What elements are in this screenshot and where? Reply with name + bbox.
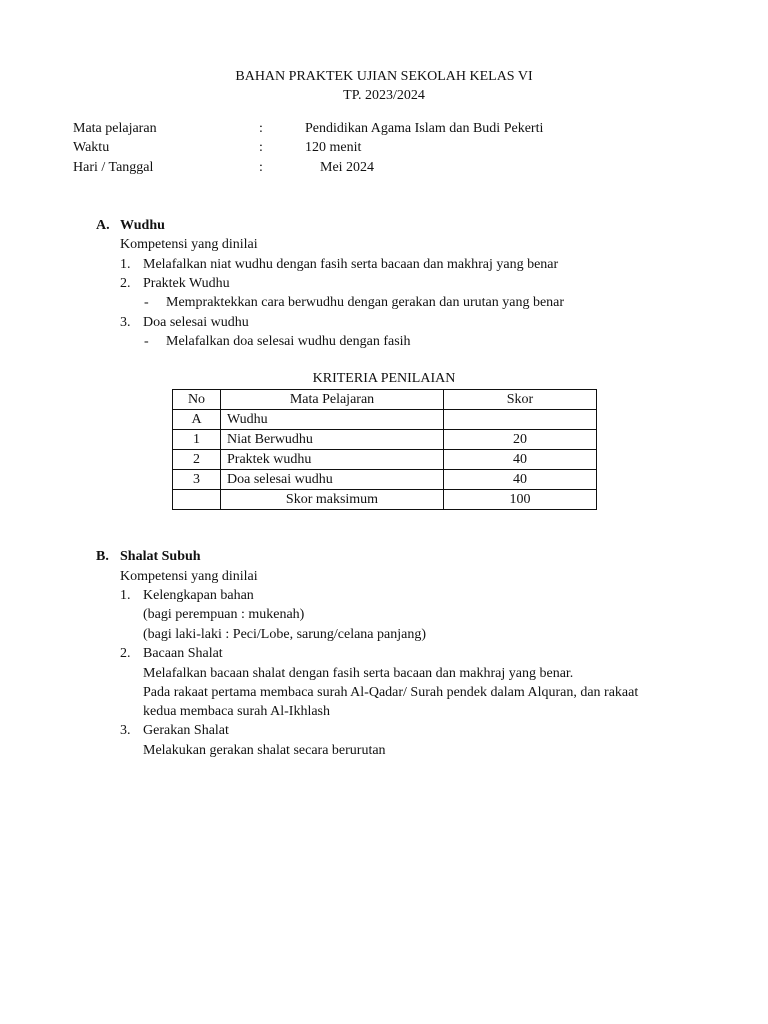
cell-no: A (173, 410, 221, 430)
cell-mata-pelajaran: Wudhu (221, 410, 444, 430)
table-header-row (173, 390, 597, 410)
section-a-item-2-text: Praktek Wudhu (143, 276, 230, 291)
info-label-subject: Mata pelajaran (73, 121, 157, 136)
document-title: BAHAN PRAKTEK UJIAN SEKOLAH KELAS VI (235, 69, 533, 84)
cell-skor (444, 410, 597, 430)
cell-no: 2 (173, 450, 221, 470)
kriteria-title: KRITERIA PENILAIAN (312, 371, 456, 386)
info-value-time: 120 menit (305, 140, 362, 155)
section-b-item-1-num: 1. (120, 588, 131, 603)
section-a-marker: A. (96, 218, 110, 233)
info-label-time: Waktu (73, 140, 110, 155)
info-value-date: Mei 2024 (320, 160, 375, 175)
header-no: No (173, 390, 221, 410)
section-a-heading: Wudhu (120, 218, 165, 233)
section-a-item-3-sub: Melafalkan doa selesai wudhu dengan fasih (166, 334, 411, 349)
section-a-item-3-text: Doa selesai wudhu (143, 315, 249, 330)
table-total-row (173, 490, 597, 510)
cell-mata-pelajaran: Doa selesai wudhu (221, 470, 444, 490)
section-a-item-2-num: 2. (120, 276, 131, 291)
section-b-item-2-text: Bacaan Shalat (143, 646, 223, 661)
section-a-item-3-num: 3. (120, 315, 131, 330)
section-a-item-2-dash: - (144, 295, 149, 310)
section-b-item-1-line-1: (bagi perempuan : mukenah) (143, 607, 305, 622)
table-row (173, 470, 597, 490)
section-a-intro: Kompetensi yang dinilai (120, 237, 258, 252)
section-b-marker: B. (96, 549, 109, 564)
info-value-subject: Pendidikan Agama Islam dan Budi Pekerti (305, 121, 544, 136)
section-a-item-3-dash: - (144, 334, 149, 349)
section-b-item-2-line-2: Pada rakaat pertama membaca surah Al-Qadar/ Surah pendek dalam Alquran, dan rakaat (143, 685, 639, 700)
info-sep-date: : (259, 160, 263, 175)
table-row (173, 430, 597, 450)
cell-skor: 20 (444, 430, 597, 450)
info-label-date: Hari / Tanggal (73, 160, 154, 175)
cell-no: 1 (173, 430, 221, 450)
section-b-item-2-num: 2. (120, 646, 131, 661)
section-b-item-2-line-1: Melafalkan bacaan shalat dengan fasih serta bacaan dan makhraj yang benar. (143, 666, 574, 681)
document-year: TP. 2023/2024 (343, 88, 425, 103)
section-b-item-3-line-1: Melakukan gerakan shalat secara berurutan (143, 743, 386, 758)
table-row (173, 450, 597, 470)
header-mata-pelajaran: Mata Pelajaran (221, 390, 444, 410)
info-sep-time: : (259, 140, 263, 155)
cell-no: 3 (173, 470, 221, 490)
cell-mata-pelajaran: Niat Berwudhu (221, 430, 444, 450)
header-skor: Skor (444, 390, 597, 410)
section-b-intro: Kompetensi yang dinilai (120, 569, 258, 584)
section-b-item-1-line-2: (bagi laki-laki : Peci/Lobe, sarung/celana panjang) (143, 627, 427, 642)
cell-mata-pelajaran: Praktek wudhu (221, 450, 444, 470)
total-value: 100 (444, 490, 597, 510)
section-a-item-2-sub: Mempraktekkan cara berwudhu dengan gerakan dan urutan yang benar (166, 295, 565, 310)
cell-empty (173, 490, 221, 510)
section-a-item-1-text: Melafalkan niat wudhu dengan fasih serta bacaan dan makhraj yang benar (143, 257, 559, 272)
section-a-item-1-num: 1. (120, 257, 131, 272)
kriteria-table (172, 389, 597, 510)
info-sep-subject: : (259, 121, 263, 136)
cell-skor: 40 (444, 470, 597, 490)
cell-skor: 40 (444, 450, 597, 470)
section-b-item-3-text: Gerakan Shalat (143, 723, 229, 738)
section-b-item-1-text: Kelengkapan bahan (143, 588, 254, 603)
table-row (173, 410, 597, 430)
total-label: Skor maksimum (221, 490, 444, 510)
section-b-item-3-num: 3. (120, 723, 131, 738)
section-b-heading: Shalat Subuh (120, 549, 201, 564)
section-b-item-2-line-3: kedua membaca surah Al-Ikhlash (143, 704, 330, 719)
